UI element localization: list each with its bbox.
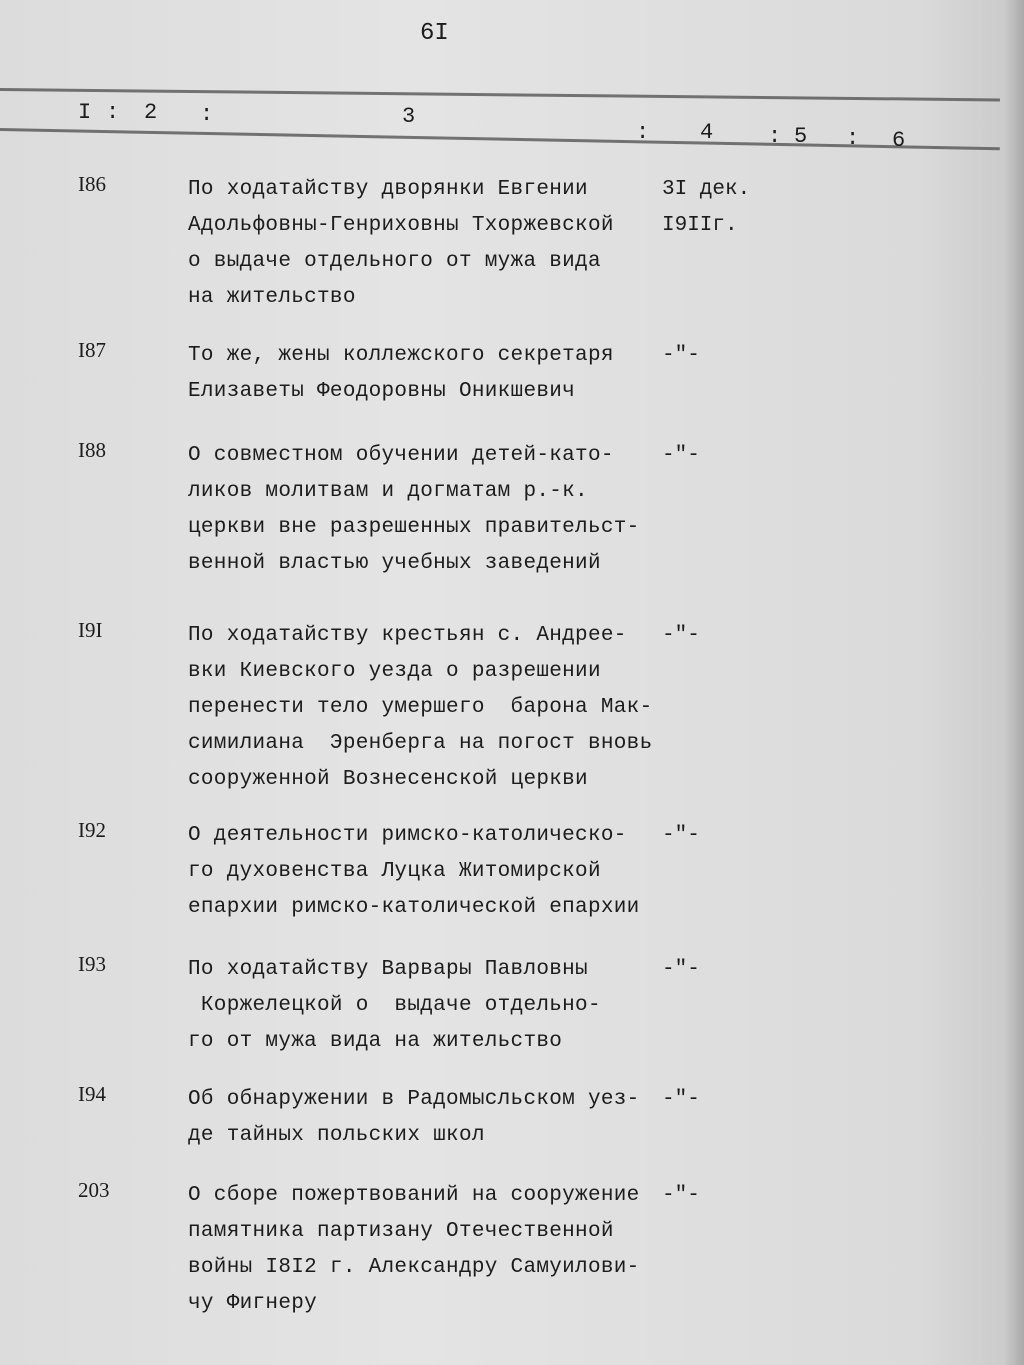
separator: : [768,124,782,149]
page-edge [1002,0,1024,1365]
entry-date: -"- [662,824,700,847]
separator: : [200,102,214,127]
entry-line: о выдаче отдельного от мужа вида [188,250,601,273]
entry-line: епархии римско-католической епархии [188,896,640,919]
entry-title [188,172,614,316]
entry-number: I94 [78,1082,106,1106]
entry-number: I86 [78,172,106,196]
entry-line: ликов молитвам и догматам р.-к. [188,480,588,503]
entry-line: Елизаветы Феодоровны Оникшевич [188,380,576,403]
entry-line: перенести тело умершего барона Мак- [188,696,653,719]
entry-line: О деятельности римско-католическо- [188,824,627,847]
entry-date: -"- [662,1088,700,1111]
entry-date: -"- [662,1184,700,1207]
col-1-header: I [78,100,92,125]
entry-line: го от мужа вида на жительство [188,1030,563,1053]
entry-line: По ходатайству дворянки Евгении [188,178,588,201]
entry-date: -"- [662,624,700,647]
entry-title [188,818,640,926]
entry-number: 203 [78,1178,110,1202]
col-6-header: 6 [892,128,906,153]
page-number: 6I [420,20,449,47]
entry-line: Коржелецкой о выдаче отдельно- [188,994,601,1017]
entry-line: го духовенства Луцка Житомирской [188,860,601,883]
entry-date: -"- [662,344,700,367]
entry-number: I87 [78,338,106,362]
entry-line: памятника партизану Отечественной [188,1220,614,1243]
entry-line: По ходатайству Варвары Павловны [188,958,588,981]
entry-line: сооруженной Вознесенской церкви [188,768,588,791]
entry-number: I9I [78,618,103,642]
entry-number: I92 [78,818,106,842]
entry-line: де тайных польских школ [188,1124,485,1147]
separator: : [636,120,650,145]
col-2-header: 2 [144,100,158,125]
separator: : [106,100,120,125]
separator: : [846,126,860,151]
entry-line: По ходатайству крестьян с. Андрее- [188,624,627,647]
entry-line: То же, жены коллежского секретаря [188,344,614,367]
entry-date: -"- [662,958,700,981]
entry-title [188,338,614,410]
entry-line: на жительство [188,286,356,309]
entry-line: симилиана Эренберга на погост вновь [188,732,653,755]
entry-line: Адольфовны-Генриховны Тхоржевской [188,214,614,237]
entry-line: О совместном обучении детей-като- [188,444,614,467]
entry-title [188,618,652,798]
entry-title [188,1178,640,1322]
entry-line: вки Киевского уезда о разрешении [188,660,601,683]
col-5-header: 5 [794,124,808,149]
entry-date: -"- [662,444,700,467]
col-3-header: 3 [402,104,416,129]
col-4-header: 4 [700,120,714,145]
entry-line: чу Фигнеру [188,1292,318,1315]
entry-line: венной властью учебных заведений [188,552,601,575]
entry-line: войны I8I2 г. Александру Самуилови- [188,1256,640,1279]
entry-date: 3I дек. I9IIг. [662,178,751,237]
entry-title [188,438,640,582]
entry-title [188,952,601,1060]
entry-line: церкви вне разрешенных правительст- [188,516,640,539]
entry-line: Об обнаружении в Радомысльском уез- [188,1088,640,1111]
entry-number: I88 [78,438,106,462]
entry-line: О сборе пожертвований на сооружение [188,1184,640,1207]
entry-number: I93 [78,952,106,976]
entry-title [188,1082,640,1154]
